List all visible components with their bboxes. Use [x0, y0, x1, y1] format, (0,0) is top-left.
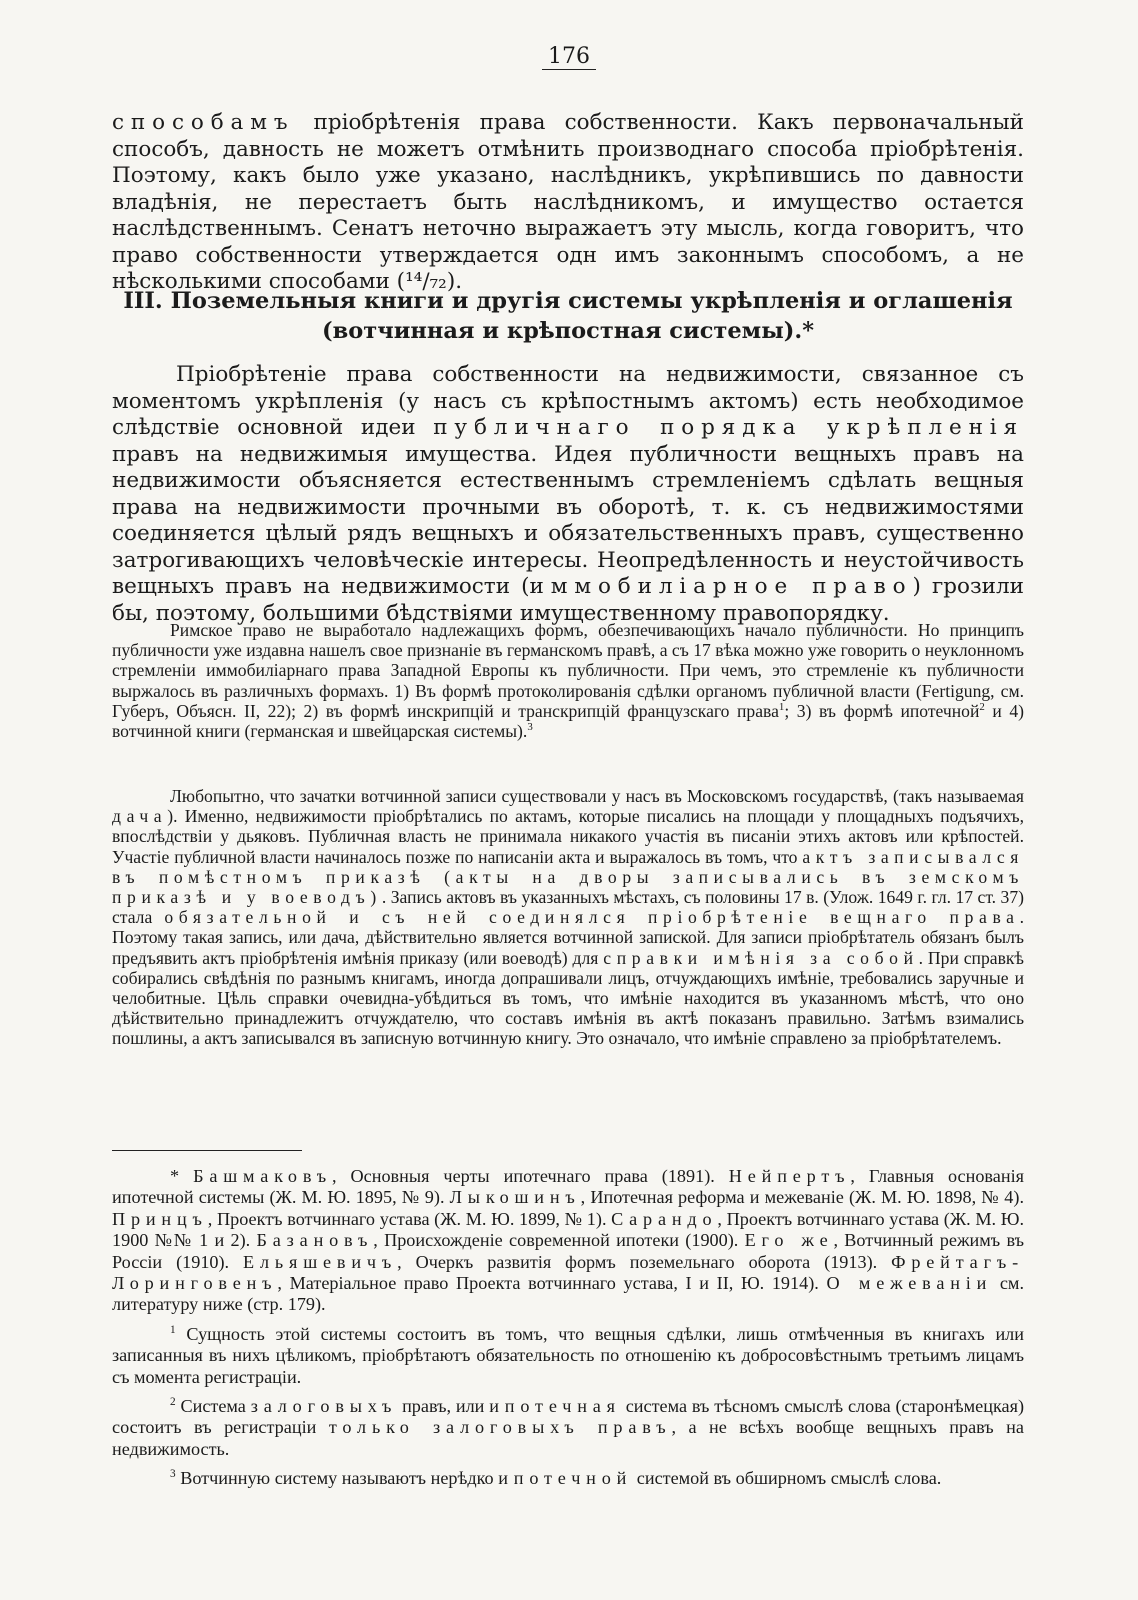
- spaced-text: способамъ: [112, 110, 295, 135]
- footnotes: [112, 1166, 1024, 1498]
- footnote-1: $^1$ Сущность этой системы состоитъ въ томъ, что вещныя сдѣлки, лишь отмѣченныя въ книгахъ или записанныя въ нихъ цѣликомъ, пріобрѣтаютъ обязательность по отношенію къ добросовѣстнымъ третьимъ лицамъ съ момента регистраціи.: [112, 1323, 1024, 1387]
- footnote-2: $^2$ Система залоговыхъ правъ, или ипотечная система въ тѣсномъ смыслѣ слова (старонѣмецкая) состоитъ въ регистраціи только залоговыхъ правъ, а не всѣхъ вообще вещныхъ правъ на недвижимость.: [112, 1396, 1025, 1459]
- footnote-ref: 2: [979, 700, 985, 713]
- intro-paragraph: способамъ пріобрѣтенія права собственности. Какъ первоначальный способъ, давность не можетъ отмѣнить производнаго способа пріобрѣтенія. Поэтому, какъ было уже указано, наслѣдникъ, укрѣпившись по давности владѣнія, не перестаетъ быть наслѣдникомъ, и имущество остается наслѣдственнымъ. Сенатъ неточно выражаетъ эту мысль, когда говоритъ, что право собственности утверждается одн имъ законнымъ способомъ, а не нѣсколькими способами (¹⁴/₇₂).: [112, 110, 1024, 294]
- spaced-text: иммобиліарное право: [529, 574, 913, 599]
- small-print-paragraph: Римское право не выработало надлежащихъ формъ, обезпечивающихъ начало публичности. Но принципъ публичности уже издавна нашелъ свое признаніе въ германскомъ правѣ, а съ 17 вѣка можно уже говорить о неуклонномъ стремленіи иммобиліарнаго права Западной Европы къ публичности. При чемъ, это стремленіе къ публичности выржалось въ различныхъ формахъ. 1) Въ формѣ протоколированія сдѣлки органомъ публичной власти (Fertigung, см. Губеръ, Объясн. II, 22); 2) въ формѣ инскрипцій и транскрипцій французскаго права$^1$; 3) въ формѣ ипотечной$^2$ и 4) вотчинной книги (германская и швейцарская системы).$^3$: [112, 620, 1024, 742]
- footnote-ref: 1: [778, 700, 785, 713]
- footnote-ref: 3: [527, 721, 533, 734]
- section-heading: III. Поземельныя книги и другія системы укрѣпленія и оглашенія (вотчинная и крѣпостная системы).*: [123, 288, 1013, 344]
- spaced-text: справки имѣнія за собой: [603, 947, 919, 968]
- spaced-text: актъ записывался въ помѣстномъ приказѣ (акты на дворы записывались въ земскомъ приказѣ и у воеводъ): [112, 846, 1024, 908]
- page-number: 176: [0, 44, 1138, 69]
- body-paragraph: Пріобрѣтеніе права собственности на недвижимости, связанное съ моментомъ укрѣпленія (у насъ съ крѣпостнымъ актомъ) есть необходимое слѣдствіе основной идеи публичнаго порядка укрѣпленія правъ на недвижимыя имущества. Идея публичности вещныхъ правъ на недвижимости объясняется естественнымъ стремленіемъ сдѣлать вещныя права на недвижимости прочными въ оборотѣ, т. к. съ недвижимостями соединяется цѣлый рядъ вещныхъ и обязательственныхъ правъ, существенно затрогивающихъ человѣческіе интересы. Неопредѣленность и неустойчивость вещныхъ правъ на недвижимости (иммобиліарное право) грозили бы, поэтому, большими бѣдствіями имущественному правопорядку.: [112, 362, 1024, 626]
- small-print-paragraph: Любопытно, что зачатки вотчинной записи существовали у насъ въ Московскомъ государствѣ, (такъ называемая дача). Именно, недвижимости пріобрѣтались по актамъ, которые писались на площади у площадныхъ подъячихъ, впослѣдствіи у дьяковъ. Публичная власть не принимала никакого участія въ писаніи этихъ актовъ или крѣпостей. Участіе публичной власти начиналось позже по написаніи акта и выражалось въ томъ, что актъ записывался въ помѣстномъ приказѣ (акты на дворы записывались въ земскомъ приказѣ и у воеводъ). Запись актовъ въ указанныхъ мѣстахъ, съ половины 17 в. (Улож. 1649 г. гл. 17 ст. 37) стала обязательной и съ ней соединялся пріобрѣтеніе вещнаго права. Поэтому такая запись, или дача, дѣйствительно является вотчинной запиской. Для записи пріобрѣтатель обязанъ былъ предъявить актъ пріобрѣтенія имѣнія приказу (или воеводѣ) для справки имѣнія за собой. При справкѣ собирались свѣдѣнія по разнымъ книгамъ, иногда допрашивали лицъ, отчуждающихъ имѣніе, требовались заручные и челобитные. Цѣль справки очевидна-убѣдиться въ томъ, что имѣніе находится въ указанномъ мѣстѣ, что оно дѣйствительно принадлежитъ отчуждателю, что составъ имѣнія въ актѣ показанъ правильно. Затѣмъ взимались пошлины, а актъ записывался въ записную вотчинную книгу. Это означало, что имѣніе справлено за пріобрѣтателемъ.: [112, 786, 1025, 1049]
- footnote-star: * Башмаковъ, Основныя черты ипотечнаго права (1891). Нейпертъ, Главныя основанія ипотечной системы (Ж. М. Ю. 1895, № 9). Лыкошинъ, Ипотечная реформа и межеваніе (Ж. М. Ю. 1898, № 4). Принцъ, Проектъ вотчиннаго устава (Ж. М. Ю. 1899, № 1). Сарандо, Проектъ вотчиннаго устава (Ж. М. Ю. 1900 №№ 1 и 2). Базановъ, Происхожденіе современной ипотеки (1900). Его же, Вотчинный режимъ въ Россіи (1910). Ельяшевичъ, Очеркъ развитія формъ поземельнаго оборота (1913). Фрейтагъ-Лоринговенъ, Матеріальное право Проекта вотчиннаго устава, I и II, Ю. 1914). О межеваніи см. литературу ниже (стр. 179).: [112, 1166, 1025, 1315]
- footnote-divider: [112, 1150, 302, 1151]
- spaced-text: публичнаго порядка укрѣпленія: [433, 415, 1024, 440]
- spaced-text: обязательной и съ ней соединялся пріобрѣтеніе вещнаго права: [164, 907, 1020, 928]
- footnote-3: $^3$ Вотчинную систему называютъ нерѣдко ипотечной системой въ обширномъ смыслѣ слова.: [170, 1468, 942, 1489]
- citation: ¹⁴/₇₂: [405, 269, 447, 294]
- spaced-text: дача: [112, 806, 168, 827]
